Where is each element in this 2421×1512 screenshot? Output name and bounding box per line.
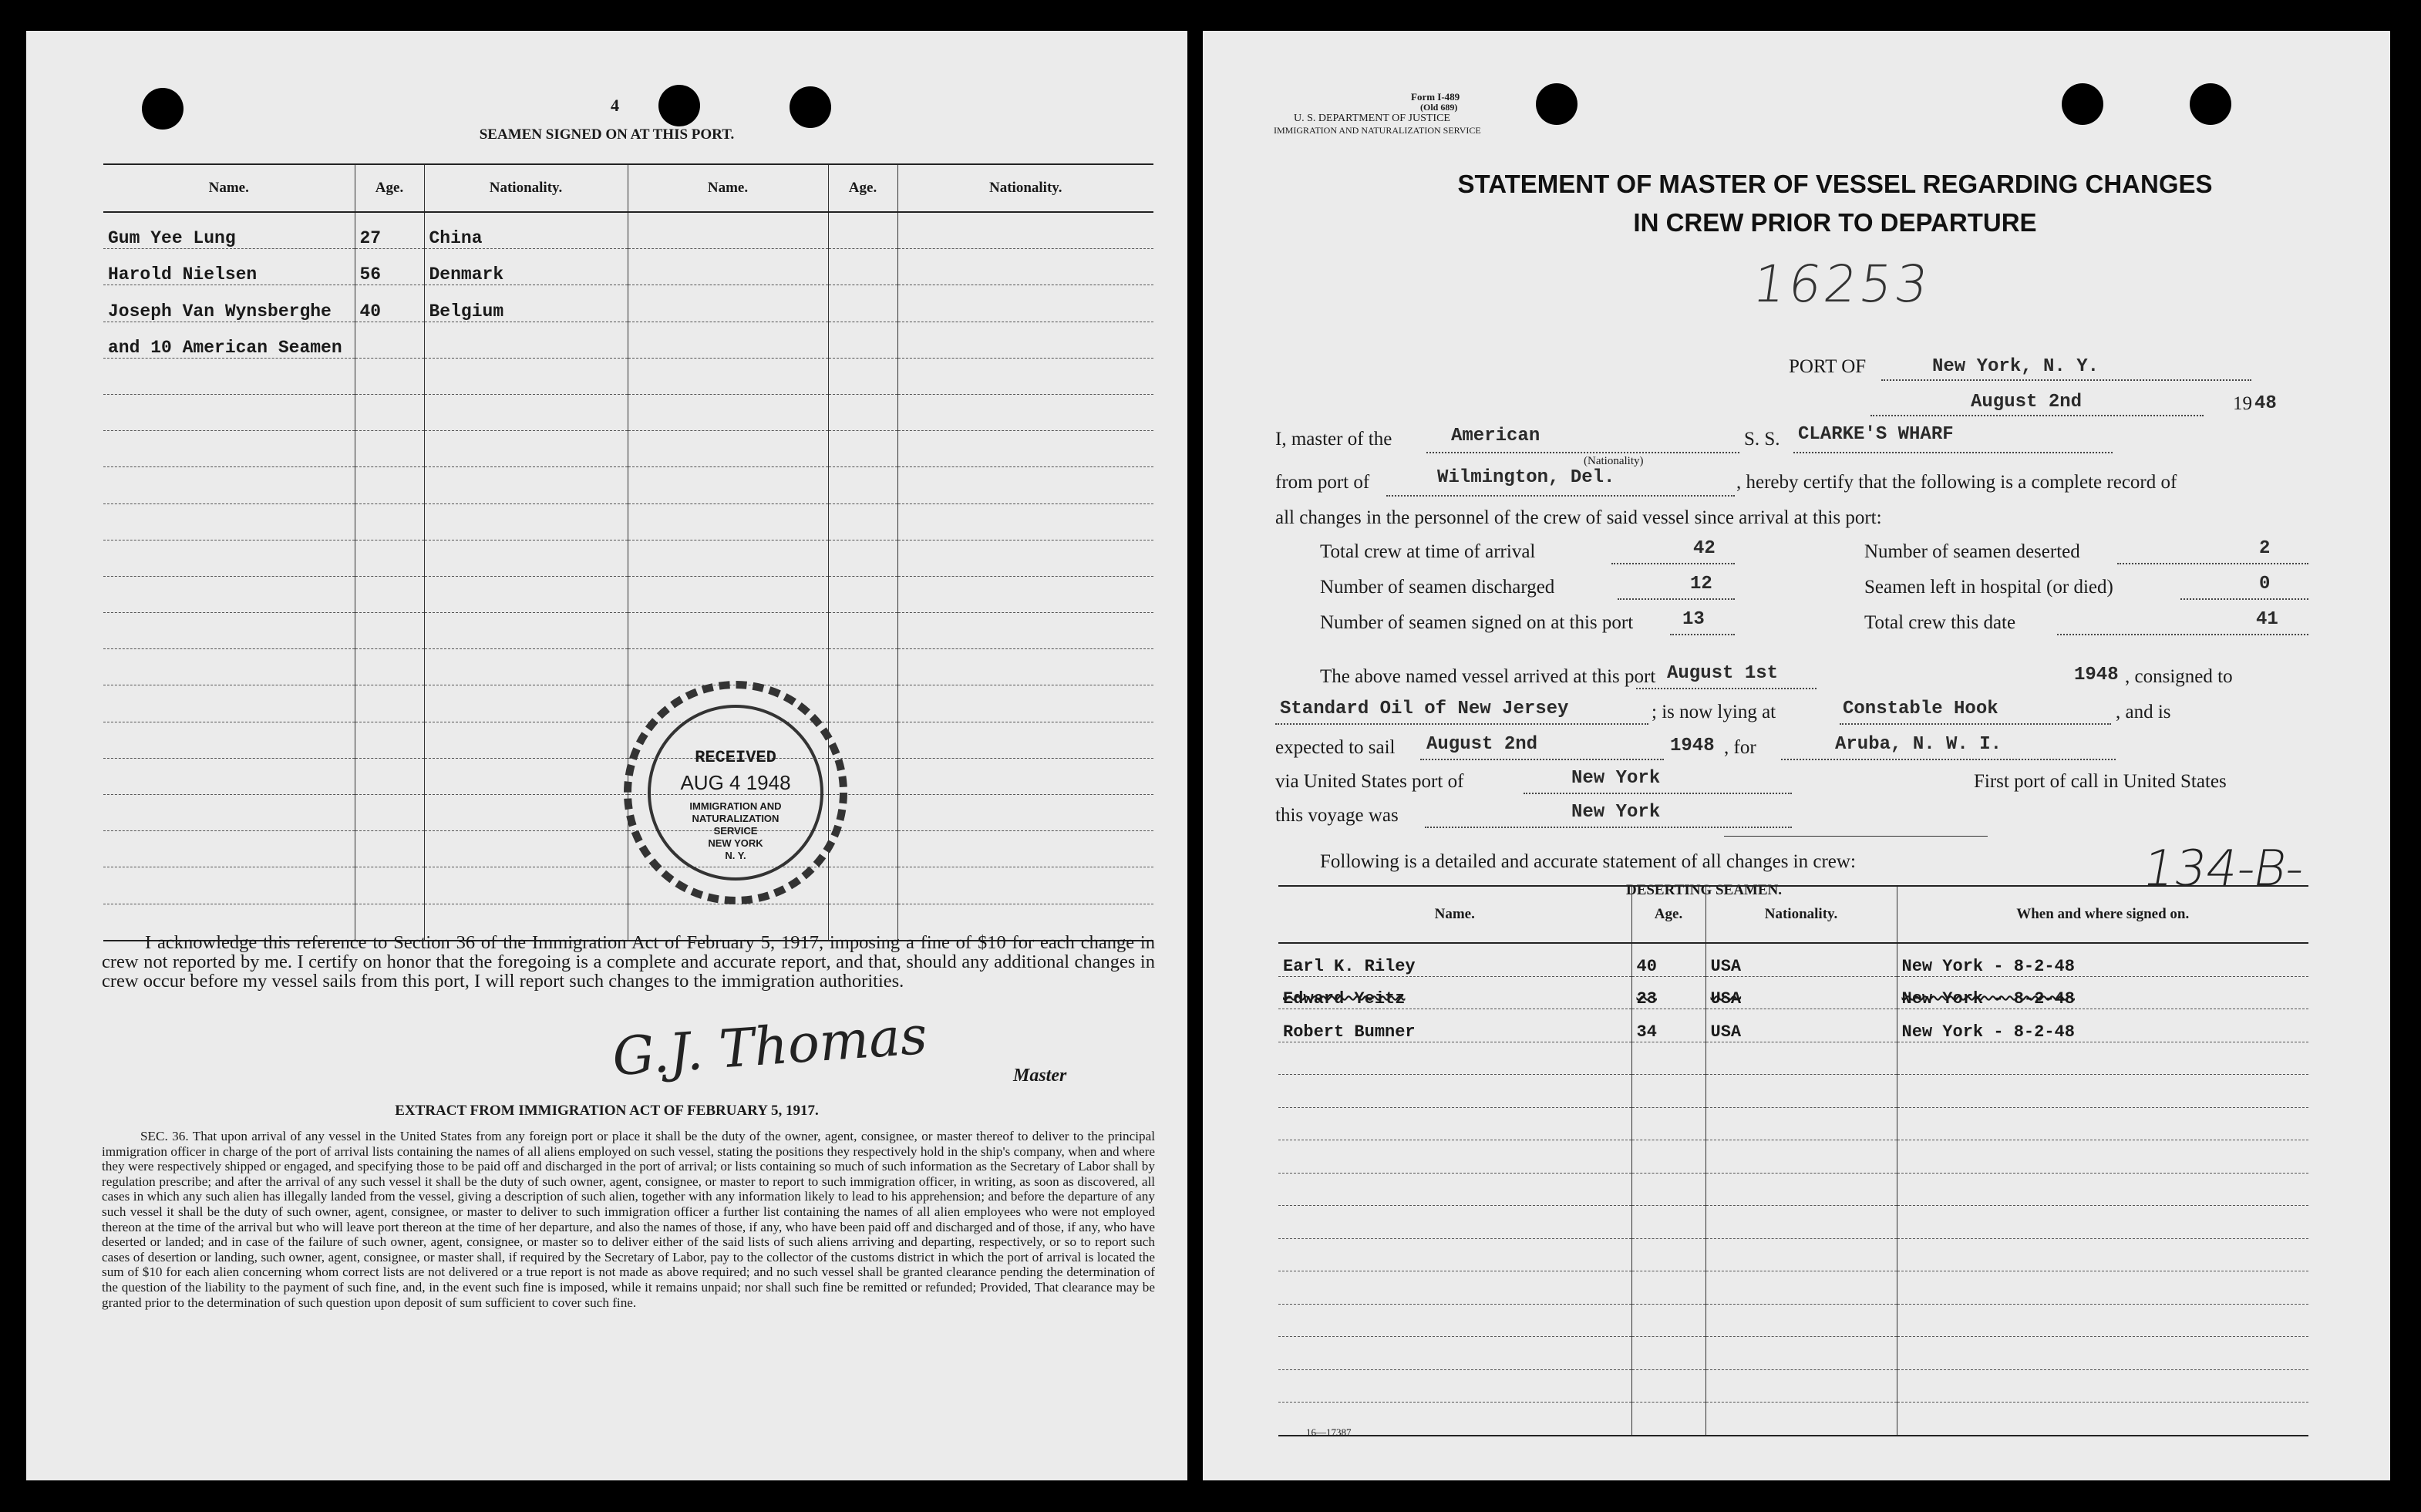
age-cell	[828, 285, 897, 322]
col-header: Nationality.	[1705, 886, 1897, 943]
lying-label: ; is now lying at	[1652, 702, 1776, 722]
deserting-title: DESERTING SEAMEN.	[1625, 882, 1783, 898]
name-cell	[103, 867, 355, 904]
name-cell	[1278, 1271, 1631, 1305]
year-value: 48	[2254, 393, 2277, 414]
name-cell: Joseph Van Wynsberghe	[103, 285, 355, 322]
handwritten-number: 16253	[1749, 254, 1935, 314]
age-cell	[828, 358, 897, 394]
nationality-cell	[424, 831, 628, 867]
print-code: 16—17387	[1306, 1426, 1352, 1438]
col-header: Name.	[103, 164, 355, 212]
total-crew-date-label: Total crew this date	[1864, 612, 2016, 633]
nationality-cell	[424, 867, 628, 904]
title-line: STATEMENT OF MASTER OF VESSEL REGARDING CHANGES	[1457, 170, 2213, 198]
punch-hole	[790, 86, 831, 128]
nationality-cell	[897, 685, 1153, 722]
nationality-cell	[1705, 1403, 1897, 1436]
received-stamp	[620, 677, 851, 908]
expected-year: 1948	[1670, 736, 1715, 756]
nationality-cell	[1705, 1304, 1897, 1337]
form-old: (Old 689)	[1420, 102, 1458, 113]
table-row	[1278, 1075, 2308, 1108]
nationality-cell	[1705, 1107, 1897, 1140]
signature-role: Master	[1013, 1066, 1067, 1086]
name-cell	[103, 758, 355, 794]
fill-line	[2180, 598, 2308, 600]
table-row	[1278, 1140, 2308, 1174]
hospital-label: Seamen left in hospital (or died)	[1864, 577, 2113, 598]
age-cell	[355, 758, 424, 794]
nationality-cell: Denmark	[424, 249, 628, 285]
stamp-line: NEW YORK	[708, 837, 763, 849]
from-port-value: Wilmington, Del.	[1437, 467, 1615, 488]
name-cell	[1278, 1337, 1631, 1370]
table-row	[103, 431, 1153, 467]
year-prefix: 19	[2233, 393, 2252, 414]
nationality-cell	[897, 394, 1153, 430]
age-cell: 40	[1631, 943, 1705, 976]
nationality-cell	[424, 394, 628, 430]
age-cell	[1631, 1369, 1705, 1403]
fill-line	[1870, 415, 2204, 416]
nationality-cell	[1705, 1140, 1897, 1174]
table-row	[1278, 1206, 2308, 1239]
col-header: Age.	[355, 164, 424, 212]
nationality-cell	[897, 358, 1153, 394]
name-cell	[628, 613, 828, 649]
table-row	[1278, 976, 2308, 1009]
name-cell	[103, 503, 355, 540]
name-cell	[103, 576, 355, 612]
nationality-cell	[897, 249, 1153, 285]
punch-hole	[142, 88, 184, 130]
name-cell	[103, 613, 355, 649]
nationality-cell	[1705, 1271, 1897, 1305]
signed-on-cell	[1897, 1042, 2308, 1075]
name-cell	[103, 831, 355, 867]
signed-on-cell	[1897, 1238, 2308, 1271]
fill-line	[1275, 723, 1648, 725]
form-number: Form I-489	[1411, 91, 1460, 103]
port-label: PORT OF	[1789, 356, 1867, 377]
table-row	[1278, 943, 2308, 976]
age-cell	[355, 467, 424, 503]
age-cell	[1631, 1206, 1705, 1239]
form-title	[1318, 165, 2352, 242]
nationality-cell	[1705, 1206, 1897, 1239]
col-header: When and where signed on.	[1897, 886, 2308, 943]
name-cell: Earl K. Riley	[1278, 943, 1631, 976]
nationality-cell	[1705, 1238, 1897, 1271]
signed-on-cell: New York - 8-2-48	[1897, 1009, 2308, 1042]
name-cell	[103, 394, 355, 430]
table-row	[1278, 1369, 2308, 1403]
name-cell	[103, 467, 355, 503]
col-header: Name.	[628, 164, 828, 212]
date-value: August 2nd	[1971, 392, 2083, 413]
name-cell	[1278, 1107, 1631, 1140]
age-cell	[1631, 1337, 1705, 1370]
nationality-cell: China	[424, 212, 628, 249]
age-cell	[1631, 1140, 1705, 1174]
discharged: 12	[1690, 574, 1712, 594]
name-cell	[628, 322, 828, 358]
age-cell	[1631, 1304, 1705, 1337]
nationality-cell	[424, 431, 628, 467]
name-cell: Gum Yee Lung	[103, 212, 355, 249]
age-cell	[828, 503, 897, 540]
fill-line	[1670, 634, 1735, 635]
nationality-cell	[897, 722, 1153, 758]
table-row	[103, 467, 1153, 503]
col-header: Age.	[828, 164, 897, 212]
age-cell	[1631, 1173, 1705, 1206]
for-label: , for	[1724, 737, 1756, 758]
table-row	[1278, 1337, 2308, 1370]
nationality-cell	[424, 722, 628, 758]
ship-name: CLARKE'S WHARF	[1798, 424, 1954, 445]
fill-line	[2057, 634, 2308, 635]
nationality-cell: USA	[1705, 976, 1897, 1009]
age-cell: 40	[355, 285, 424, 322]
age-cell	[355, 867, 424, 904]
fill-line	[1611, 563, 1735, 564]
table-row	[1278, 1403, 2308, 1436]
name-cell	[103, 358, 355, 394]
arrived-label: The above named vessel arrived at this port	[1320, 666, 1656, 687]
age-cell	[355, 358, 424, 394]
nationality-cell	[424, 322, 628, 358]
ss-label: S. S.	[1744, 429, 1780, 450]
via-value: New York	[1571, 768, 1661, 789]
name-cell	[628, 576, 828, 612]
page-number: 4	[611, 96, 619, 115]
via-label: via United States port of	[1275, 771, 1464, 792]
age-cell	[355, 685, 424, 722]
stamp-line: SERVICE	[713, 825, 758, 837]
table-row	[103, 322, 1153, 358]
consignee: Standard Oil of New Jersey	[1280, 699, 1569, 719]
name-cell: Harold Nielsen	[103, 249, 355, 285]
age-cell: 56	[355, 249, 424, 285]
nationality-cell	[897, 285, 1153, 322]
signed-on-label: Number of seamen signed on at this port	[1320, 612, 1634, 633]
fill-line	[1781, 759, 2116, 760]
signed-on-cell	[1897, 1271, 2308, 1305]
table-row	[1278, 1009, 2308, 1042]
nationality-cell	[897, 613, 1153, 649]
stamp-line: N. Y.	[725, 850, 746, 861]
fill-line	[1524, 793, 1792, 794]
age-cell	[1631, 1075, 1705, 1108]
name-cell	[103, 685, 355, 722]
deserting-seamen-table	[1278, 885, 2308, 1436]
nationality-cell	[1705, 1173, 1897, 1206]
for-value: Aruba, N. W. I.	[1835, 734, 2002, 755]
name-cell	[1278, 1238, 1631, 1271]
nationality-cell	[897, 576, 1153, 612]
nationality-cell	[424, 503, 628, 540]
name-cell	[628, 503, 828, 540]
nationality-cell: USA	[1705, 1009, 1897, 1042]
master-signature: G.J. Thomas	[610, 1005, 929, 1089]
nationality-cell	[897, 795, 1153, 831]
col-header: Name.	[1278, 886, 1631, 943]
total-crew-arrival: 42	[1693, 538, 1716, 559]
stamp-line: IMMIGRATION AND	[689, 800, 782, 812]
nationality-cell	[424, 576, 628, 612]
fill-line	[1425, 827, 1792, 828]
punch-hole	[2190, 83, 2231, 125]
age-cell	[355, 431, 424, 467]
age-cell	[828, 431, 897, 467]
nationality-cell	[897, 758, 1153, 794]
age-cell	[1631, 1271, 1705, 1305]
name-cell	[103, 722, 355, 758]
signed-on-cell	[1897, 1304, 2308, 1337]
name-cell	[1278, 1206, 1631, 1239]
age-cell	[828, 576, 897, 612]
table-row	[1278, 1271, 2308, 1305]
stamp-line: NATURALIZATION	[692, 813, 780, 824]
name-cell	[103, 649, 355, 685]
age-cell: 34	[1631, 1009, 1705, 1042]
col-header: Age.	[1631, 886, 1705, 943]
signed-on-cell	[1897, 1369, 2308, 1403]
nationality-cell	[424, 649, 628, 685]
nationality-cell	[424, 795, 628, 831]
left-page	[26, 31, 1187, 1480]
age-cell	[355, 831, 424, 867]
nationality-caption: (Nationality)	[1584, 455, 1644, 467]
discharged-label: Number of seamen discharged	[1320, 577, 1555, 598]
name-cell	[1278, 1042, 1631, 1075]
fill-line	[1426, 452, 1739, 453]
name-cell	[628, 394, 828, 430]
fill-line	[1881, 379, 2251, 381]
name-cell	[628, 285, 828, 322]
certify-text: , hereby certify that the following is a complete record of	[1736, 472, 2177, 493]
age-cell	[828, 249, 897, 285]
total-crew-date: 41	[2256, 609, 2278, 630]
name-cell	[628, 358, 828, 394]
nationality-cell	[424, 358, 628, 394]
nationality-cell	[424, 685, 628, 722]
nationality-value: American	[1451, 426, 1540, 446]
divider	[1724, 836, 1988, 837]
age-cell	[1631, 1403, 1705, 1436]
age-cell	[355, 576, 424, 612]
consigned-label: , consigned to	[2125, 666, 2233, 687]
age-cell	[355, 540, 424, 576]
table-row	[103, 613, 1153, 649]
certify-text: all changes in the personnel of the crew of said vessel since arrival at this port:	[1275, 507, 1882, 528]
age-cell	[828, 613, 897, 649]
stamp-top: RECEIVED	[695, 748, 776, 767]
age-cell: 27	[355, 212, 424, 249]
fill-line	[1420, 759, 1664, 760]
age-cell: 23	[1631, 976, 1705, 1009]
expected-label: expected to sail	[1275, 737, 1396, 758]
service: IMMIGRATION AND NATURALIZATION SERVICE	[1274, 125, 1481, 136]
name-cell	[1278, 1304, 1631, 1337]
right-page	[1203, 31, 2390, 1480]
signed-on-cell: New York - 8-2-48	[1897, 943, 2308, 976]
table-row	[103, 212, 1153, 249]
age-cell	[828, 540, 897, 576]
nationality-cell: USA	[1705, 943, 1897, 976]
signed-on-cell	[1897, 1075, 2308, 1108]
name-cell	[628, 212, 828, 249]
name-cell: and 10 American Seamen	[103, 322, 355, 358]
signed-on-cell	[1897, 1173, 2308, 1206]
table-row	[1278, 1107, 2308, 1140]
age-cell	[355, 503, 424, 540]
name-cell	[1278, 1140, 1631, 1174]
punch-hole	[2062, 83, 2103, 125]
fill-line	[1840, 723, 2111, 725]
col-header: Nationality.	[424, 164, 628, 212]
nationality-cell	[1705, 1337, 1897, 1370]
signed-on: 13	[1682, 609, 1705, 630]
name-cell	[1278, 1173, 1631, 1206]
stamp-date: AUG 4 1948	[680, 771, 791, 794]
name-cell	[1278, 1075, 1631, 1108]
nationality-cell: Belgium	[424, 285, 628, 322]
age-cell	[355, 322, 424, 358]
total-crew-arrival-label: Total crew at time of arrival	[1320, 541, 1536, 562]
title-line: IN CREW PRIOR TO DEPARTURE	[1633, 208, 2037, 237]
from-port-label: from port of	[1275, 472, 1370, 493]
hospital: 0	[2259, 574, 2271, 594]
table-row	[103, 576, 1153, 612]
nationality-cell	[897, 867, 1153, 904]
nationality-cell	[897, 322, 1153, 358]
age-cell	[355, 795, 424, 831]
age-cell	[355, 722, 424, 758]
age-cell	[828, 467, 897, 503]
section-36-text: SEC. 36. That upon arrival of any vessel in the United States from any foreign port or place it shall be the duty of the owner, agent, consignee, or master thereof to deliver to the principal immigration officer in charge of the port of arrival lists containing the names of all aliens employed on such vessel, stating the positions they respectively hold in the ship's company, when and where they were respectively shipped or engaged, and specifying those to be paid off and discharged in the port of arrival; or lists containing so much of such information as the Secretary of Labor shall by regulation prescribe; and after the arrival of any such vessel it shall be the duty of such owner, agent, consignee, or master to report to such immigration officer, in writing, as soon as discovered, all cases in which any such alien has illegally landed from the vessel, giving a description of such alien, together with any information likely to lead to his apprehension; and before the departure of any such vessel it shall be the duty of such owner, agent, consignee, or master to deliver to such immigration officer a further list containing the names of all alien employees who were not employed thereon at the time of the arrival but who will leave port thereon at the time of her departure, and also the names of those, if any, who have been paid off and discharged and of those, if any, who have deserted or landed; and in case of the failure of such owner, agent, consignee, or master so to deliver either of the said lists of such aliens arriving and departing, respectively, or so to report such cases of desertion or landing, such owner, agent, consignee, or master shall, if required by the Secretary of Labor, pay to the collector of the customs district in which the port of arrival is located the sum of $10 for each alien concerning whom correct lists are not delivered or a true report is not made as above required; and no such vessel shall be granted clearance pending the determination of the question of the liability to the payment of such fine, and, in the event such fine is imposed, while it remains unpaid; nor shall such fine be remitted or refunded; Provided, That clearance may be granted prior to the determination of such question upon deposit of sum sufficient to cover such fine.	[102, 1129, 1155, 1310]
port-value: New York, N. Y.	[1932, 356, 2099, 377]
signed-on-cell	[1897, 1107, 2308, 1140]
name-cell	[628, 431, 828, 467]
fill-line	[1618, 598, 1735, 600]
nationality-cell	[897, 831, 1153, 867]
nationality-cell	[1705, 1369, 1897, 1403]
signed-on-cell	[1897, 1337, 2308, 1370]
arrived-year: 1948	[2074, 665, 2119, 685]
table-row	[1278, 1304, 2308, 1337]
department: U. S. DEPARTMENT OF JUSTICE	[1294, 113, 1450, 124]
signed-on-cell	[1897, 1206, 2308, 1239]
expected-value: August 2nd	[1426, 734, 1538, 755]
name-cell	[103, 431, 355, 467]
age-cell	[1631, 1042, 1705, 1075]
signed-on-cell	[1897, 1403, 2308, 1436]
following-text: Following is a detailed and accurate statement of all changes in crew:	[1320, 851, 1856, 872]
age-cell	[828, 322, 897, 358]
nationality-cell	[424, 613, 628, 649]
age-cell	[828, 212, 897, 249]
voyage-label: this voyage was	[1275, 805, 1399, 826]
signed-on-cell	[1897, 1140, 2308, 1174]
name-cell	[628, 540, 828, 576]
nationality-cell	[897, 431, 1153, 467]
extract-title: EXTRACT FROM IMMIGRATION ACT OF FEBRUARY 5, 1917.	[395, 1103, 819, 1119]
voyage-value: New York	[1571, 802, 1661, 823]
table-row	[103, 394, 1153, 430]
name-cell	[628, 467, 828, 503]
table-row	[1278, 1173, 2308, 1206]
age-cell	[1631, 1238, 1705, 1271]
nationality-cell	[424, 467, 628, 503]
nationality-cell	[1705, 1075, 1897, 1108]
fill-line	[2117, 563, 2308, 564]
col-header: Nationality.	[897, 164, 1153, 212]
arrived-value: August 1st	[1667, 663, 1779, 684]
acknowledgement-text: I acknowledge this reference to Section 36 of the Immigration Act of February 5, 1917, imposing a fine of $10 for each change in crew not reported by me. I certify on honor that the foregoing is a complete and accurate report, and that, should any additional changes in crew occur before my vessel sails from this port, I will report such changes to the immigration authorities.	[102, 932, 1155, 992]
nationality-cell	[1705, 1042, 1897, 1075]
name-cell	[103, 795, 355, 831]
handwritten-code: 134-B-	[2138, 840, 2309, 897]
deserted-label: Number of seamen deserted	[1864, 541, 2080, 562]
nationality-cell	[897, 649, 1153, 685]
name-cell: Edward Yeitz	[1278, 976, 1631, 1009]
table-row	[1278, 1042, 2308, 1075]
punch-hole	[658, 85, 700, 126]
deserted: 2	[2259, 538, 2271, 559]
section-title: SEAMEN SIGNED ON AT THIS PORT.	[479, 126, 735, 143]
name-cell	[103, 540, 355, 576]
table-row	[103, 540, 1153, 576]
signed-on-cell: New York - 8-2-48	[1897, 976, 2308, 1009]
nationality-cell	[424, 758, 628, 794]
name-cell	[628, 249, 828, 285]
lying-value: Constable Hook	[1843, 699, 1998, 719]
table-row	[103, 249, 1153, 285]
name-cell	[1278, 1369, 1631, 1403]
table-row	[103, 358, 1153, 394]
table-row	[1278, 1238, 2308, 1271]
table-row	[103, 285, 1153, 322]
age-cell	[355, 649, 424, 685]
age-cell	[355, 394, 424, 430]
nationality-cell	[897, 212, 1153, 249]
and-is: , and is	[2116, 702, 2171, 722]
name-cell: Robert Bumner	[1278, 1009, 1631, 1042]
nationality-cell	[897, 503, 1153, 540]
table-row	[103, 503, 1153, 540]
first-port-label: First port of call in United States	[1974, 771, 2227, 792]
punch-hole	[1536, 83, 1578, 125]
nationality-cell	[897, 467, 1153, 503]
master-of-label: I, master of the	[1275, 429, 1392, 450]
age-cell	[1631, 1107, 1705, 1140]
nationality-cell	[424, 540, 628, 576]
fill-line	[1386, 495, 1735, 497]
fill-line	[1793, 452, 2113, 453]
age-cell	[828, 394, 897, 430]
age-cell	[355, 613, 424, 649]
fill-line	[1636, 688, 1817, 689]
nationality-cell	[897, 540, 1153, 576]
